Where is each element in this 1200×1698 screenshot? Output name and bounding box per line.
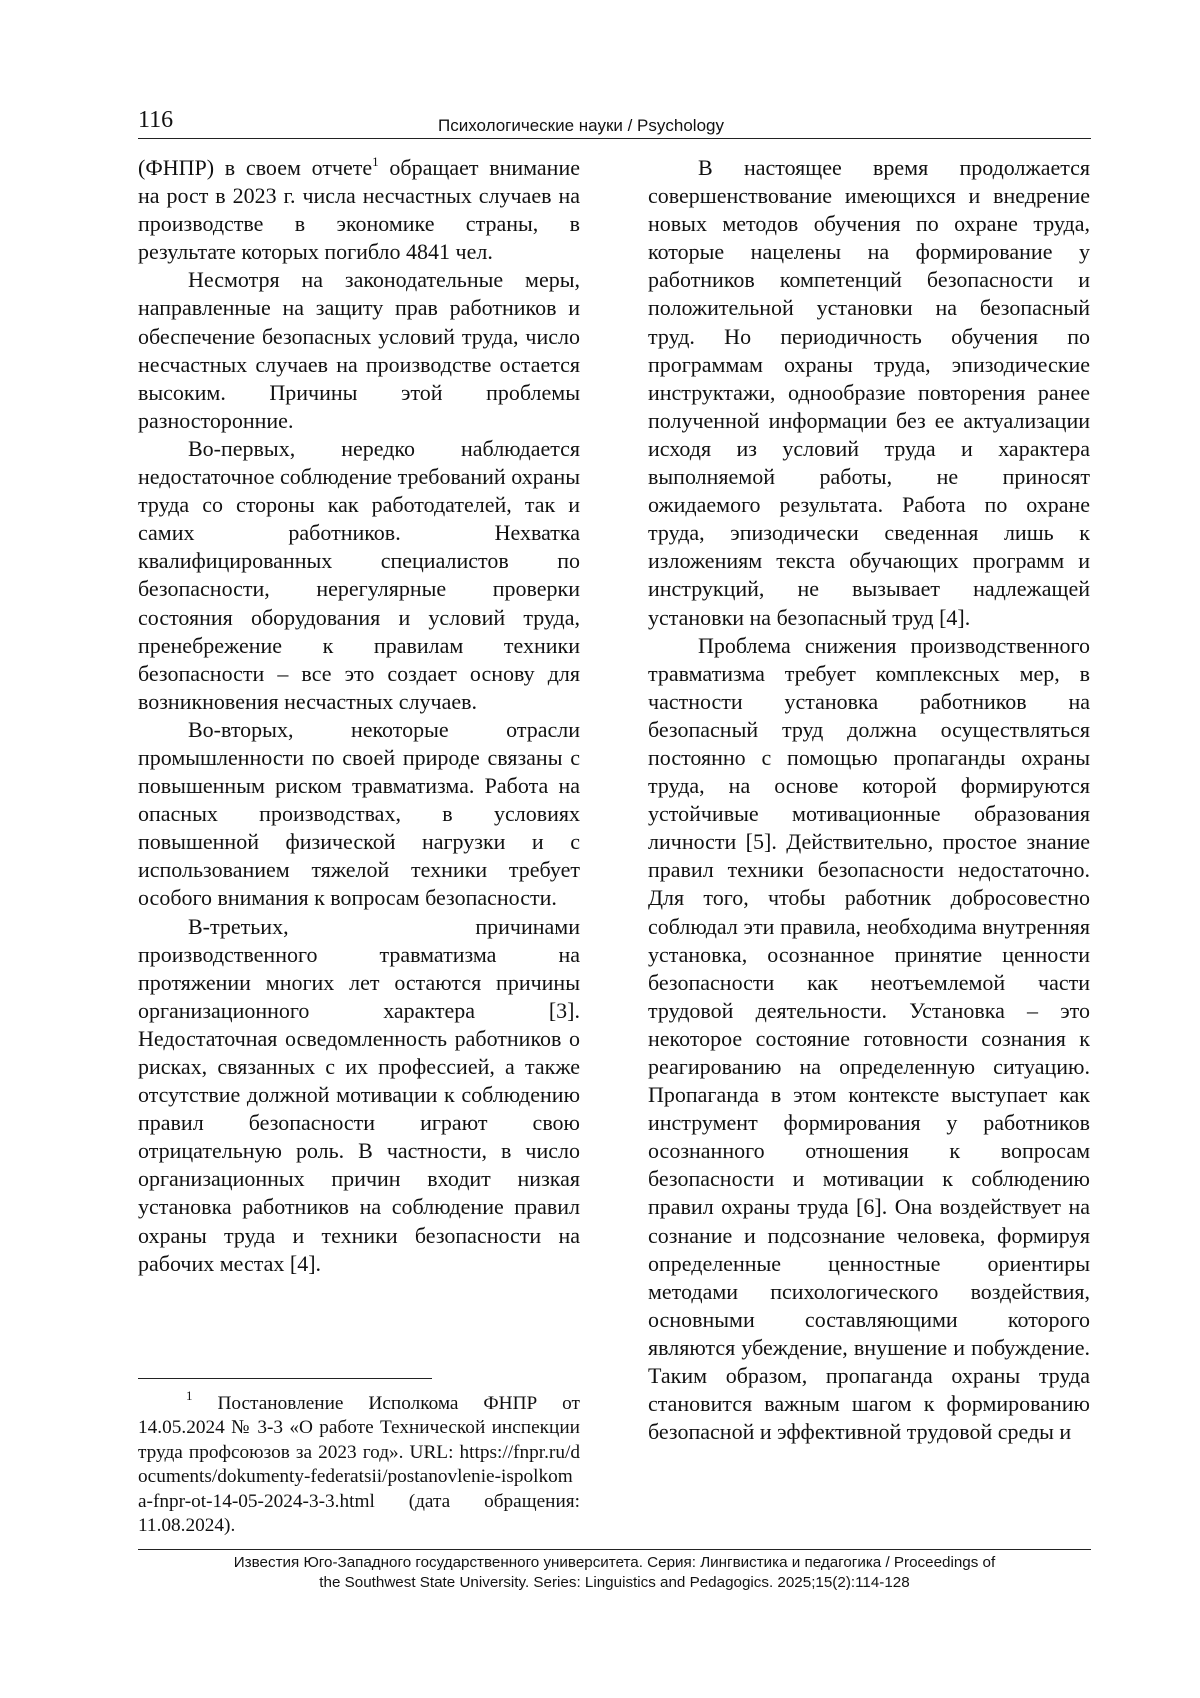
footer-rule [138, 1549, 1091, 1550]
footnote-paragraph [138, 1388, 580, 1538]
page-number: 116 [138, 107, 174, 133]
paragraph: Во-первых, нередко наблюдается недостаточное соблюдение требований охраны труда со стороны как работодателей, так и самих работников. Нехватка квалифицированных специалистов по безопасности, нерегулярные проверки состояния оборудования и условий труда, пренебрежение к правилам техники безопасности – все это создает основу для возникновения несчастных случаев. [138, 435, 580, 714]
paragraph: Несмотря на законодательные меры, направленные на защиту прав работников и обеспечение безопасных условий труда, число несчастных случаев на производстве остается высоким. Причины этой проблемы разносторонние. [138, 267, 580, 433]
footnote-marker: 1 [186, 1388, 193, 1403]
paragraph: В настоящее время продолжается совершенствование имеющихся и внедрение новых методов обучения по охране труда, которые нацелены на формирование у работников компетенций безопасности и положительной установки на безопасный труд. Но периодичность обучения по программам охраны труда, эпизодические инструктажи, однообразие повторения ранее полученной информации без ее актуализации исходя из условий труда и характера выполняемой работы, не приносят ожидаемого результата. Работа по охране труда, эпизодически сведенная лишь к изложениям текста обучающих программ и инструкций, не вызывает надлежащей установки на безопасный труд [4]. [648, 155, 1090, 630]
paragraph-text: обращает внимание на рост в 2023 г. числа несчастных случаев на производстве в экономике страны, в результате которых погибло 4841 чел. [138, 155, 580, 265]
footnote-rule [138, 1378, 432, 1379]
footnote-url-link[interactable]: https://fnpr.ru/documents/dokumenty-federatsii/postanovlenie-ispolkoma-fnpr-ot-14-05-2024-3-3.html [138, 1441, 580, 1512]
paragraph: Проблема снижения производственного травматизма требует комплексных мер, в частности установка работников на безопасный труд должна осуществляться постоянно с помощью пропаганды охраны труда, на основе которой формируются устойчивые мотивационные образования личности [5]. Действительно, простое знание правил техники безопасности недостаточно. Для того, чтобы работник добросовестно соблюдал эти правила, необходима внутренняя установка, осознанное принятие ценности безопасности как неотъемлемой части трудовой деятельности. Установка – это некоторое состояние готовности сознания к реагированию на определенную ситуацию. Пропаганда в этом контексте выступает как инструмент формирования у работников осознанного отношения к вопросам безопасности и мотивации к соблюдению правил охраны труда [6]. Она воздействует на сознание и подсознание человека, формируя определенные ценностные ориентиры методами психологического воздействия, основными составляющими которого являются убеждение, внушение и побуждение. Таким образом, пропаганда охраны труда становится важным шагом к формированию безопасной и эффективной трудовой среды и [648, 632, 1090, 1445]
footnote-text: Постановление Исполкома ФНПР от 14.05.2024 № 3-3 «О работе Технической инспекции труда профсоюзов за 2023 год». URL: [138, 1393, 580, 1463]
footer-line: Известия Юго-Западного государственного университета. Серия: Лингвистика и педагогика / Proceedings of [233, 1554, 996, 1571]
footnote [138, 1388, 580, 1538]
paragraph: В-третьих, причинами производственного травматизма на протяжении многих лет остаются причины организационного характера [3]. Недостаточная осведомленность работников о рисках, связанных с их профессией, а также отсутствие должной мотивации к соблюдению правил безопасности играют свою отрицательную роль. В частности, в число организационных причин входит низкая установка работников на соблюдение правил охраны труда и техники безопасности на рабочих местах [4]. [138, 913, 580, 1276]
footnote-reference[interactable]: 1 [372, 154, 379, 169]
paragraph-text: (ФНПР) в своем отчете [138, 155, 373, 180]
journal-footer [138, 1553, 1091, 1593]
footer-line: the Southwest State University. Series: Linguistics and Pedagogics. 2025;15(2):114-128 [319, 1574, 910, 1591]
footnote-access-date: (дата обращения: 11.08.2024). [138, 1490, 580, 1537]
right-column [648, 154, 1090, 1446]
paragraph [138, 154, 580, 266]
left-column [138, 154, 580, 1278]
header-rule [138, 138, 1091, 139]
paragraph: Во-вторых, некоторые отрасли промышленности по своей природе связаны с повышенным риском травматизма. Работа на опасных производствах, в условиях повышенной физической нагрузки и с использованием тяжелой техники требует особого внимания к вопросам безопасности. [138, 716, 580, 911]
running-head: Психологические науки / Psychology [438, 116, 724, 135]
